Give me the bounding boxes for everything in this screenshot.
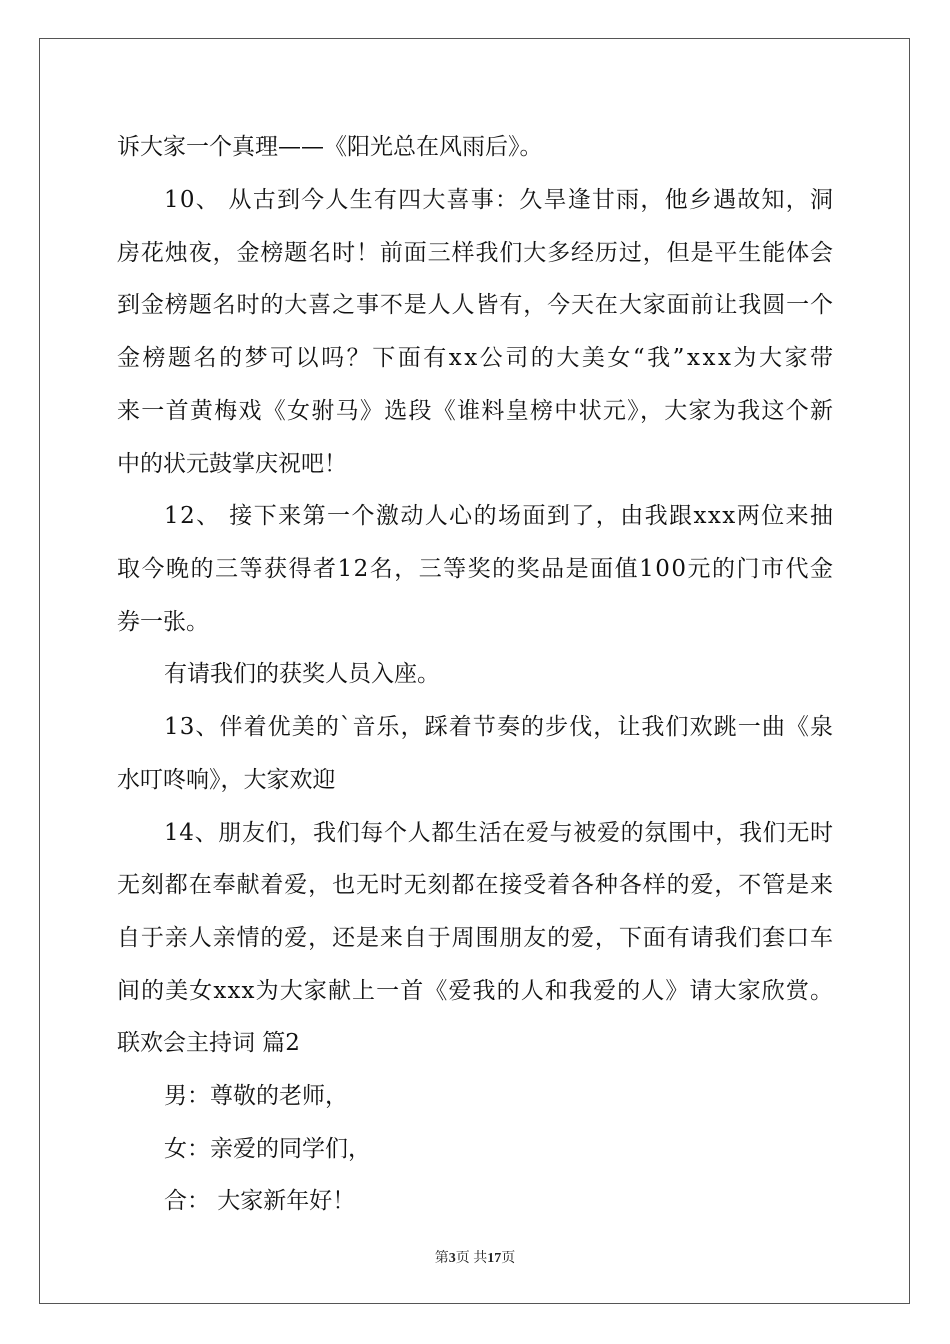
paragraph-line: 取今晚的三等获得者12名，三等奖的奖品是面值100元的门市代金	[117, 556, 835, 582]
paragraph-line: 券一张。	[117, 609, 209, 635]
footer-suffix: 页	[501, 1251, 516, 1266]
paragraph-line: 联欢会主持词 篇2	[117, 1030, 300, 1056]
paragraph-line: 到金榜题名时的大喜之事不是人人皆有，今天在大家面前让我圆一个	[117, 292, 834, 318]
paragraph-line: 诉大家一个真理——《阳光总在风雨后》。	[117, 134, 543, 160]
paragraph-line: 14、朋友们，我们每个人都生活在爱与被爱的氛围中，我们无时	[164, 820, 834, 846]
page-footer	[0, 1247, 950, 1267]
paragraph-line: 水叮咚响》，大家欢迎	[117, 767, 336, 793]
paragraph-line: 12、 接下来第一个激动人心的场面到了，由我跟xxx两位来抽	[164, 503, 835, 529]
footer-mid: 页 共	[455, 1251, 488, 1266]
paragraph-line: 间的美女xxx为大家献上一首《爱我的人和我爱的人》请大家欣赏。	[117, 978, 835, 1004]
paragraph-line: 自于亲人亲情的爱，还是来自于周围朋友的爱，下面有请我们套口车	[117, 925, 834, 951]
paragraph-line: 中的状元鼓掌庆祝吧！	[117, 451, 347, 477]
paragraph-line: 10、 从古到今人生有四大喜事：久旱逢甘雨，他乡遇故知，洞	[164, 187, 835, 213]
footer-page-number: 3	[448, 1251, 456, 1266]
paragraph-line: 有请我们的获奖人员入座。	[164, 661, 440, 687]
footer-total-pages: 17	[487, 1251, 502, 1266]
paragraph-line: 男：尊敬的老师，	[164, 1083, 348, 1109]
paragraph-line: 13、伴着优美的`音乐，踩着节奏的步伐，让我们欢跳一曲《泉	[164, 714, 835, 740]
paragraph-line: 金榜题名的梦可以吗？下面有xx公司的大美女“我”xxx为大家带	[117, 345, 836, 371]
paragraph-line: 来一首黄梅戏《女驸马》选段《谁料皇榜中状元》，大家为我这个新	[117, 398, 835, 424]
footer-prefix: 第	[434, 1251, 449, 1266]
paragraph-line: 无刻都在奉献着爱，也无时无刻都在接受着各种各样的爱，不管是来	[117, 872, 834, 898]
paragraph-line: 房花烛夜，金榜题名时！前面三样我们大多经历过，但是平生能体会	[117, 240, 834, 266]
paragraph-line: 合： 大家新年好！	[164, 1188, 356, 1214]
paragraph-line: 女：亲爱的同学们，	[164, 1136, 371, 1162]
